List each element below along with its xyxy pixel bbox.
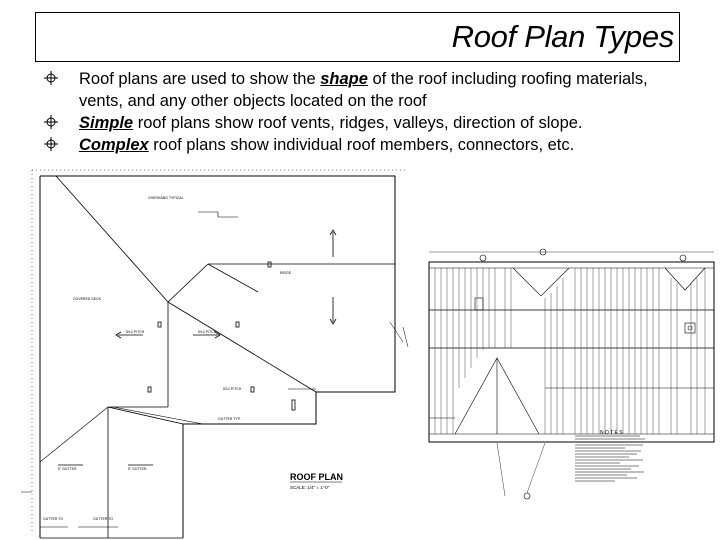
- notes-title: N O T E S: [600, 430, 623, 436]
- svg-text:5" GUTTER: 5" GUTTER: [128, 467, 147, 471]
- crosshair-icon: [44, 71, 58, 85]
- svg-text:RIDGE: RIDGE: [280, 271, 292, 275]
- svg-text:GUTTER TO: GUTTER TO: [93, 517, 114, 521]
- bullet-emphasis: Complex: [79, 136, 149, 154]
- bullet-item-2: [44, 112, 684, 134]
- bullet-text-after: roof plans show individual roof members, connectors, etc.: [148, 136, 575, 154]
- bullet-emphasis: shape: [320, 70, 368, 88]
- title-frame: [35, 12, 680, 62]
- bullet-text-after: of the roof including roofing materials, vents, and any other objects located on the roof: [79, 70, 648, 110]
- roof-plan-caption: ROOF PLAN: [290, 472, 343, 482]
- bullet-item-3: [44, 134, 684, 156]
- svg-text:5/12 PITCH: 5/12 PITCH: [126, 330, 145, 334]
- simple-roof-plan-drawing: [18, 162, 413, 540]
- slide-title: Roof Plan Types: [451, 19, 674, 54]
- svg-text:5/12 PITCH: 5/12 PITCH: [223, 387, 242, 391]
- crosshair-icon: [44, 137, 58, 151]
- notes-text-lines: [575, 436, 645, 481]
- bullet-text-before: Roof plans are used to show the: [79, 70, 321, 88]
- crosshair-icon: [44, 115, 58, 129]
- bullet-item-1: [44, 68, 684, 112]
- svg-text:OVERHANG TYPICAL: OVERHANG TYPICAL: [148, 196, 184, 200]
- roof-plan-scale: SCALE: 1/4" = 1'-0": [290, 485, 330, 490]
- bullet-list: [44, 68, 684, 156]
- svg-text:COVERED DECK: COVERED DECK: [73, 297, 102, 301]
- svg-text:GUTTER TYP.: GUTTER TYP.: [218, 417, 241, 421]
- complex-roof-framing-drawing: [415, 238, 720, 540]
- svg-text:GUTTER TO: GUTTER TO: [43, 517, 64, 521]
- svg-text:5" GUTTER: 5" GUTTER: [58, 467, 77, 471]
- bullet-text-after: roof plans show roof vents, ridges, valleys, direction of slope.: [133, 114, 583, 132]
- svg-text:5/12 PITCH: 5/12 PITCH: [198, 330, 217, 334]
- bullet-emphasis: Simple: [79, 114, 134, 132]
